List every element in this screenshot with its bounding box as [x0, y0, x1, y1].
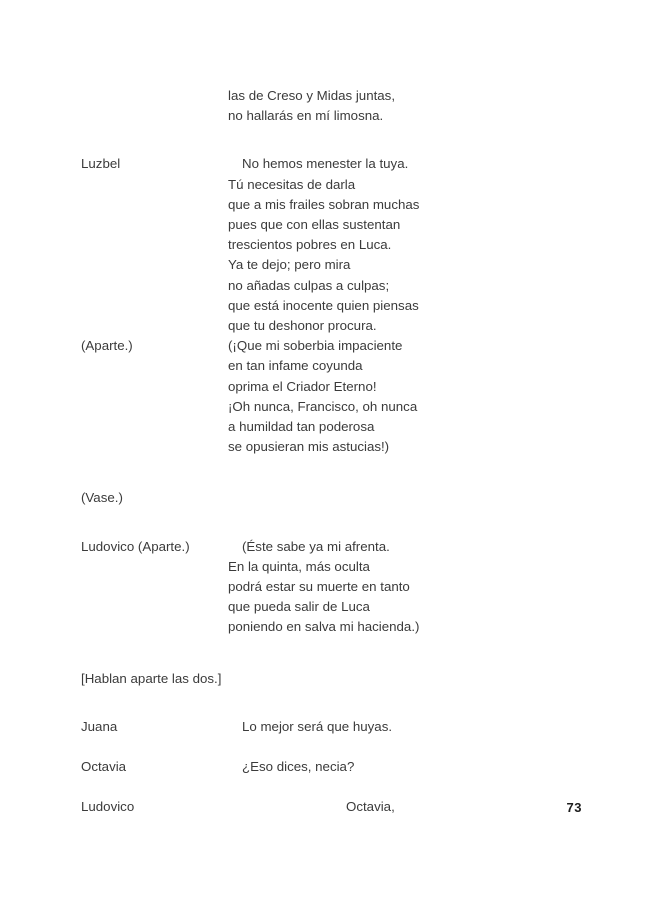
verse-line: (¡Que mi soberbia impaciente [228, 338, 403, 354]
speech-octavia [81, 757, 571, 777]
stage-direction-vase: (Vase.) [81, 490, 123, 506]
block-spacer [81, 689, 571, 717]
verse-group-aparte [228, 336, 571, 457]
block-spacer [81, 126, 571, 154]
speaker-label-ludovico-aparte: Ludovico (Aparte.) [81, 538, 190, 554]
verse-line: Octavia, [346, 799, 395, 815]
verse-line: ¡Oh nunca, Francisco, oh nunca [228, 398, 418, 414]
block-spacer [81, 638, 571, 669]
verse-line: que a mis frailes sobran muchas [228, 196, 420, 212]
page-text-body [81, 86, 571, 817]
block-spacer [81, 777, 571, 797]
verse-line: pues que con ellas sustentan [228, 217, 401, 233]
verse-line: Tú necesitas de darla [228, 176, 356, 192]
verse-line: las de Creso y Midas juntas, [228, 88, 396, 103]
verse-group-ludovico [228, 797, 571, 817]
verse-group-luzbel [228, 154, 571, 336]
verse-line: trescientos pobres en Luca. [228, 237, 392, 253]
speaker-label-juana: Juana [81, 718, 118, 734]
speech-juana [81, 717, 571, 737]
verse-group-octavia [228, 757, 571, 777]
block-spacer [81, 457, 571, 488]
verse-line: poniendo en salva mi hacienda.) [228, 619, 420, 635]
verse-line: No hemos menester la tuya. [242, 156, 409, 172]
verse-line: ¿Eso dices, necia? [242, 759, 355, 775]
verse-line: en tan infame coyunda [228, 358, 363, 374]
verse-line: (Éste sabe ya mi afrenta. [242, 538, 390, 554]
speech-aparte [81, 336, 571, 457]
verse-group-opening [228, 86, 571, 126]
stage-direction-hablan-aparte: [Hablan aparte las dos.] [81, 670, 222, 686]
speech-ludovico-aparte [81, 537, 571, 638]
verse-line: Lo mejor será que huyas. [242, 718, 393, 734]
block-spacer [81, 509, 571, 537]
verse-line: a humildad tan poderosa [228, 419, 375, 435]
verse-line: que tu deshonor procura. [228, 318, 377, 334]
block-spacer [81, 737, 571, 757]
verse-line: Ya te dejo; pero mira [228, 257, 351, 273]
page-number: 73 [566, 800, 582, 815]
speech-opening [81, 86, 571, 126]
verse-line: En la quinta, más oculta [228, 558, 370, 574]
verse-line: no añadas culpas a culpas; [228, 277, 390, 293]
verse-line: no hallarás en mí limosna. [228, 108, 384, 124]
speech-luzbel [81, 154, 571, 336]
speaker-label-octavia: Octavia [81, 759, 127, 775]
speaker-label-luzbel: Luzbel [81, 156, 121, 172]
stage-direction-aparte: (Aparte.) [81, 338, 133, 354]
verse-line: que pueda salir de Luca [228, 599, 370, 615]
verse-line: que está inocente quien piensas [228, 297, 419, 313]
verse-group-juana [228, 717, 571, 737]
speaker-label-ludovico: Ludovico [81, 799, 135, 815]
verse-line: oprima el Criador Eterno! [228, 378, 377, 394]
verse-line: podrá estar su muerte en tanto [228, 579, 410, 595]
speech-ludovico [81, 797, 571, 817]
verse-group-ludovico-aparte [228, 537, 571, 638]
verse-line: se opusieran mis astucias!) [228, 439, 390, 455]
